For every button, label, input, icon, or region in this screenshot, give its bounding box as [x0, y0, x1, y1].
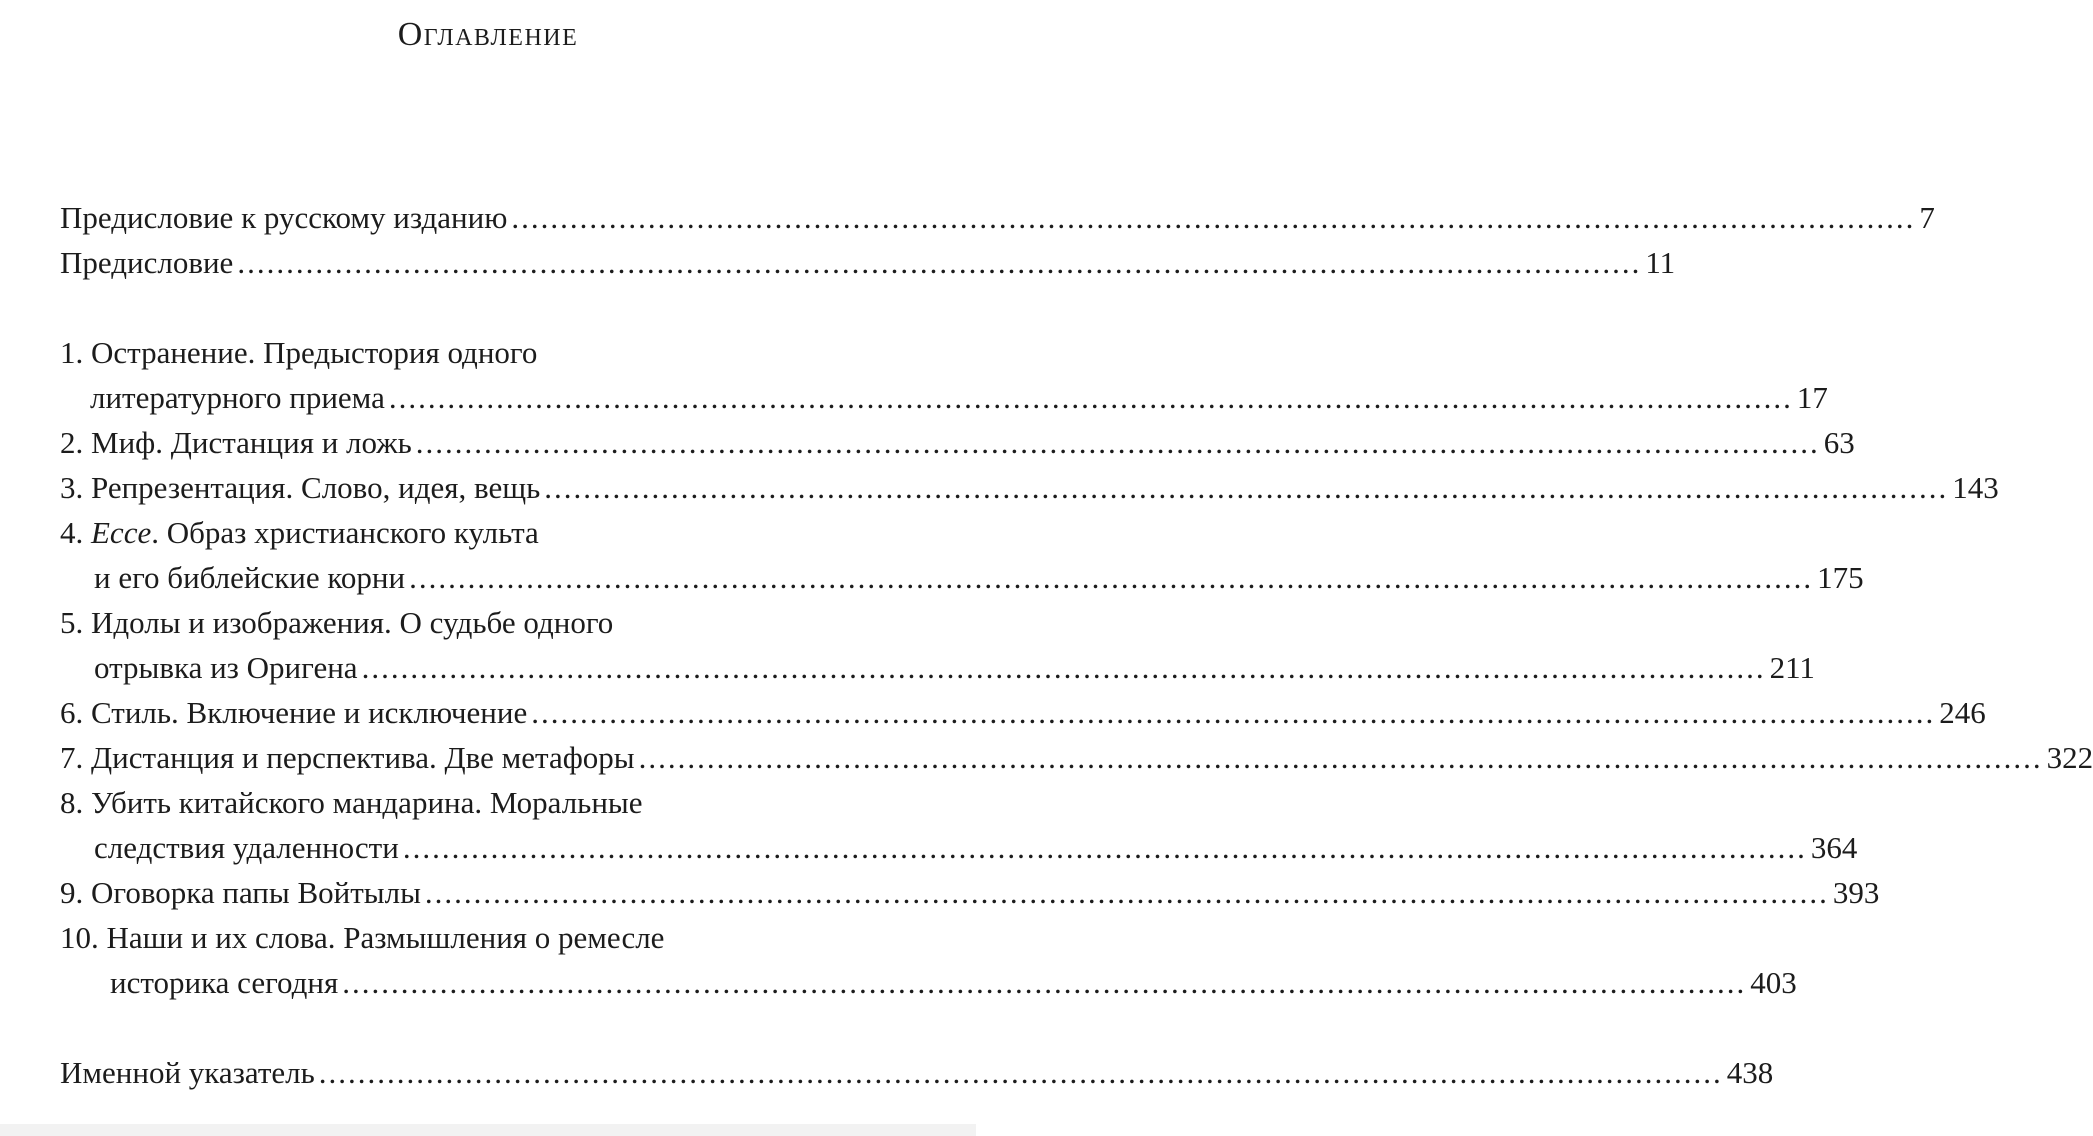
italic-term: Ecce: [91, 515, 152, 550]
toc-entry[interactable]: [60, 738, 2093, 778]
toc-page-number: 322: [2046, 740, 2093, 775]
dot-leader: ................................................................................................................................................: [415, 425, 1820, 460]
toc-entry-label: 8. Убить китайского мандарина. Моральные: [60, 785, 643, 820]
dot-leader: ................................................................................................................................................: [388, 380, 1793, 415]
toc-entry-label: Именной указатель: [60, 1055, 315, 1090]
toc-entry[interactable]: [60, 693, 1986, 733]
dot-leader: ................................................................................................................................................: [361, 650, 1766, 685]
toc-page-number: 17: [1796, 380, 1828, 415]
dot-leader: ................................................................................................................................................: [409, 560, 1814, 595]
toc-entry-line2[interactable]: [94, 648, 1815, 688]
dot-leader: ................................................................................................................................................: [237, 245, 1642, 280]
toc-entry-line1[interactable]: [60, 513, 918, 553]
toc-entry-label: историка сегодня: [110, 965, 339, 1000]
toc-entry-line1[interactable]: [60, 783, 918, 823]
toc-page-number: 211: [1769, 650, 1815, 685]
toc-entry[interactable]: [60, 873, 1880, 913]
toc-page-number: 246: [1939, 695, 1986, 730]
toc-entry-label: и его библейские корни: [94, 560, 406, 595]
toc-entry-label: 3. Репрезентация. Слово, идея, вещь: [60, 470, 541, 505]
toc-entry-line1[interactable]: [60, 918, 918, 958]
toc-page-number: 11: [1645, 245, 1676, 280]
toc-entry-label: следствия удаленности: [94, 830, 399, 865]
dot-leader: ................................................................................................................................................: [544, 470, 1949, 505]
toc-page-number: 438: [1726, 1055, 1774, 1090]
toc-page-number: 143: [1952, 470, 1999, 505]
chapter-number: 4.: [60, 515, 84, 550]
toc-page-number: 364: [1810, 830, 1858, 865]
page-title: Оглавление: [397, 16, 579, 53]
toc-entry[interactable]: [60, 243, 1676, 283]
toc-entry-label: 7. Дистанция и перспектива. Две метафоры: [60, 740, 635, 775]
toc-entry-label: 10. Наши и их слова. Размышления о ремесле: [60, 920, 665, 955]
toc-entry[interactable]: [60, 468, 1999, 508]
dot-leader: ................................................................................................................................................: [638, 740, 2043, 775]
toc-entry-line2[interactable]: [94, 558, 1864, 598]
toc-page-number: 393: [1832, 875, 1880, 910]
toc-entry-label: 1. Остранение. Предыстория одного: [60, 335, 538, 370]
toc-entry-line1[interactable]: [60, 603, 918, 643]
dot-leader: ................................................................................................................................................: [424, 875, 1829, 910]
toc-entry-label: 2. Миф. Дистанция и ложь: [60, 425, 412, 460]
toc-entry-label: Предисловие: [60, 245, 234, 280]
toc-entry-label: отрывка из Оригена: [94, 650, 358, 685]
toc-entry-label: 6. Стиль. Включение и исключение: [60, 695, 528, 730]
dot-leader: ................................................................................................................................................: [342, 965, 1747, 1000]
toc-entry-label: 9. Оговорка папы Войтылы: [60, 875, 421, 910]
dot-leader: ................................................................................................................................................: [531, 695, 1936, 730]
toc-page-number: 63: [1823, 425, 1855, 460]
toc-entry-line2[interactable]: [110, 963, 1797, 1003]
toc-page-number: 403: [1750, 965, 1797, 1000]
toc-page-number: 7: [1919, 200, 1935, 235]
toc-entry-line2[interactable]: [94, 828, 1858, 868]
toc-entry[interactable]: [60, 198, 1935, 238]
chapter-title-rest: . Образ христианского культа: [151, 515, 539, 550]
page-edge: [0, 1124, 976, 1136]
toc-page-number: 175: [1817, 560, 1864, 595]
dot-leader: ................................................................................................................................................: [318, 1055, 1723, 1090]
dot-leader: ................................................................................................................................................: [402, 830, 1807, 865]
dot-leader: ................................................................................................................................................: [511, 200, 1916, 235]
toc-entry[interactable]: [60, 1053, 1774, 1093]
toc-entry-label: литературного приема: [90, 380, 385, 415]
toc-entry-label: [60, 513, 539, 553]
toc-entry-label: Предисловие к русскому изданию: [60, 200, 508, 235]
toc-entry-label: 5. Идолы и изображения. О судьбе одного: [60, 605, 614, 640]
toc-entry-line2[interactable]: [90, 378, 1828, 418]
toc-entry-line1[interactable]: [60, 333, 918, 373]
toc-entry[interactable]: [60, 423, 1855, 463]
